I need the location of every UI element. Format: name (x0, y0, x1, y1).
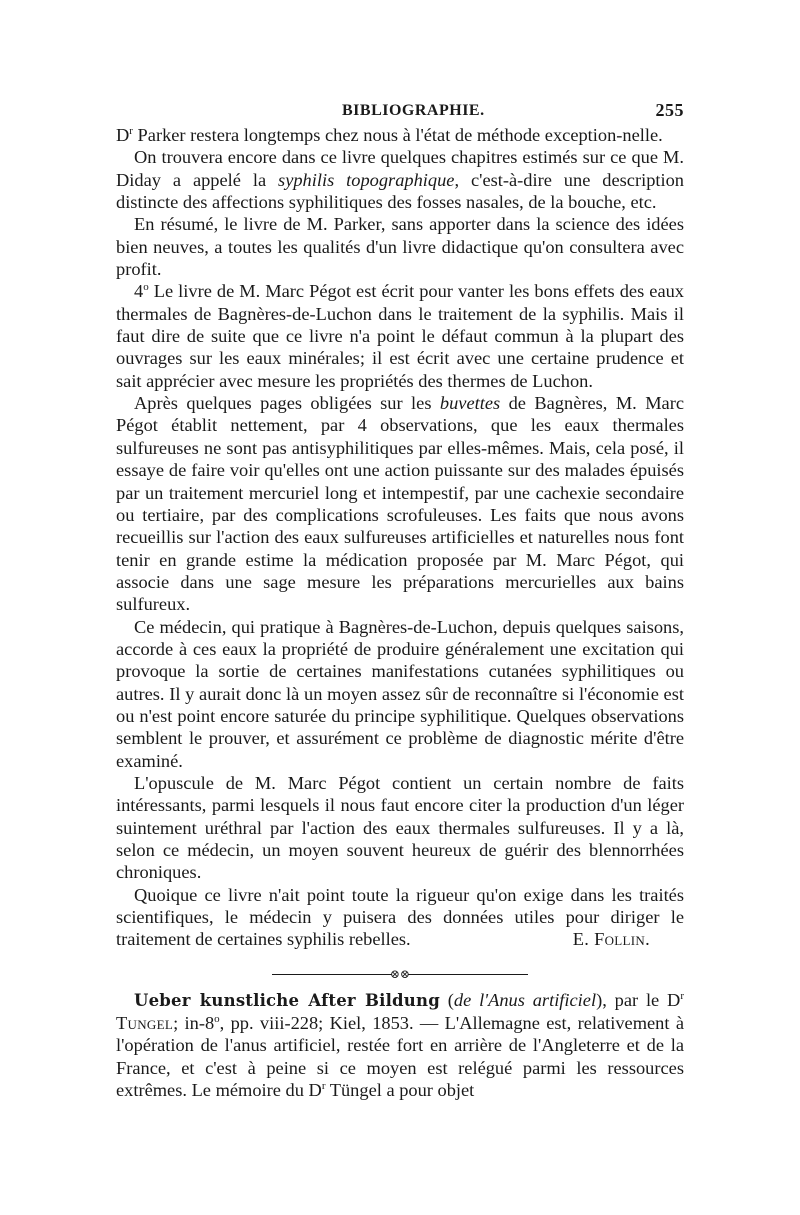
format-sup: o (214, 1012, 220, 1025)
paragraph-2-before: On trouvera encore dans ce livre quelques chapitres estimés sur ce que M. Diday a appelé la (116, 147, 684, 190)
running-title: BIBLIOGRAPHIE. (342, 102, 485, 119)
paragraph-3-text: En résumé, le livre de M. Parker, sans apporter dans la science des idées bien neuves, a toutes les qualités d'un livre didactique qu'on consultera avec profit. (116, 214, 684, 280)
paragraph-7 (116, 772, 684, 884)
paragraph-1-text: Parker restera longtemps chez nous à l'état de méthode exception-nelle. (132, 125, 663, 145)
document-page (116, 98, 684, 1101)
paragraph-2-italic: syphilis topographique (278, 169, 455, 190)
paragraph-4 (116, 280, 684, 392)
paragraph-4-sup: o (143, 281, 149, 294)
section-ornament (116, 965, 684, 981)
ornament-rule-right (408, 974, 528, 975)
signature: E. Follin. (572, 929, 650, 950)
paragraph-8-text: Quoique ce livre n'ait point toute la rigueur qu'on exige dans les traités scientifiques, le médecin y puisera des données utiles pour diriger le traitement de certaines syphilis rebelles. (116, 884, 684, 950)
paragraph-2 (116, 146, 684, 213)
doctor-abbrev-2: D (667, 989, 681, 1010)
paragraph-4-text: Le livre de M. Marc Pégot est écrit pour vanter les bons effets des eaux thermales de Bagnères-de-Luchon dans le traitement de la syphilis. Mais il faut dire de suite que ce livre n'a point le défaut commun à la plupart des ouvrages sur les eaux minérales; il est écrit avec une certaine prudence et sait apprécier avec mesure les propriétés des thermes de Luchon. (116, 281, 684, 391)
doctor-abbrev-3-sup: r (321, 1079, 326, 1092)
format-before: ; in-8 (173, 1013, 215, 1034)
running-head (116, 98, 684, 124)
paragraph-9-end: Tüngel a pour objet (325, 1080, 475, 1101)
paragraph-1 (116, 124, 684, 146)
doctor-abbrev: D (116, 125, 130, 145)
review-title-translation: de l'Anus artificiel (453, 989, 597, 1010)
doctor-abbrev-3: D (308, 1080, 322, 1101)
paragraph-4-num: 4 (134, 281, 144, 302)
doctor-abbrev-sup: r (129, 124, 133, 137)
paragraph-3 (116, 213, 684, 280)
ornament-mark: ⊗⊗ (389, 966, 411, 981)
paragraph-8 (116, 884, 684, 951)
paragraph-2-after: , c'est-à-dire une description distincte des affections syphilitiques des fosses nasales, de la bouche, etc. (116, 169, 684, 213)
paren-open: ( (439, 989, 454, 1010)
paren-close: ), par le (596, 989, 668, 1010)
paragraph-5 (116, 392, 684, 615)
paragraph-6-text: Ce médecin, qui pratique à Bagnères-de-Luchon, depuis quelques saisons, accorde à ces eaux la propriété de produire généralement une excitation qui provoque la sortie de certaines manifestations cutanées syphilitiques ou autres. Il y aurait donc là un moyen assez sûr de reconnaître si l'économie est ou n'est point encore saturée du principe syphilitique. Quelques observations semblent le prouver, et assurément ce problème de diagnostic mérite d'être examiné. (116, 616, 684, 771)
paragraph-9-rest: , pp. viii-228; Kiel, 1853. — L'Allemagne est, relativement à l'opération de l'anus artificiel, restée fort en arrière de l'Angleterre et de la France, et c'est à peine si ce moyen est relégué parmi les ressources extrêmes. Le mémoire du (116, 1013, 684, 1101)
paragraph-5-after: de Bagnères, M. Marc Pégot établit nettement, par 4 observations, que les eaux thermales sulfureuses ne sont pas antisyphilitiques par elles-mêmes. Mais, cela posé, il essaye de faire voir qu'elles ont une action puissante sur des malades épuisés par un traitement mercuriel long et intempestif, par une cachexie secondaire ou tertiaire, par des complications scrofuleuses. Les faits que nous avons recueillis sur l'action des eaux sulfureuses artificielles et naturelles nous font tenir en grande estime la médication proposée par M. Marc Pégot, qui associe dans une sage mesure les préparations mercurielles aux bains sulfureux. (116, 393, 684, 615)
paragraph-5-before: Après quelques pages obligées sur les (134, 393, 440, 414)
doctor-abbrev-2-sup: r (680, 989, 684, 1002)
paragraph-7-text: L'opuscule de M. Marc Pégot contient un certain nombre de faits intéressants, parmi lesquels il nous faut encore citer la production d'un léger suintement uréthral par l'action des eaux thermales sulfureuses. Il y a là, selon ce médecin, un moyen souvent heureux de guérir des blennorrhées chroniques. (116, 772, 684, 883)
page-number: 255 (655, 100, 684, 120)
review-author: Tungel (116, 1013, 174, 1034)
review-title: Ueber kunstliche After Bildung (134, 990, 440, 1010)
ornament-rule-left (272, 974, 392, 975)
paragraph-6 (116, 616, 684, 772)
paragraph-9 (116, 989, 684, 1102)
paragraph-5-italic: buvettes (439, 393, 501, 414)
